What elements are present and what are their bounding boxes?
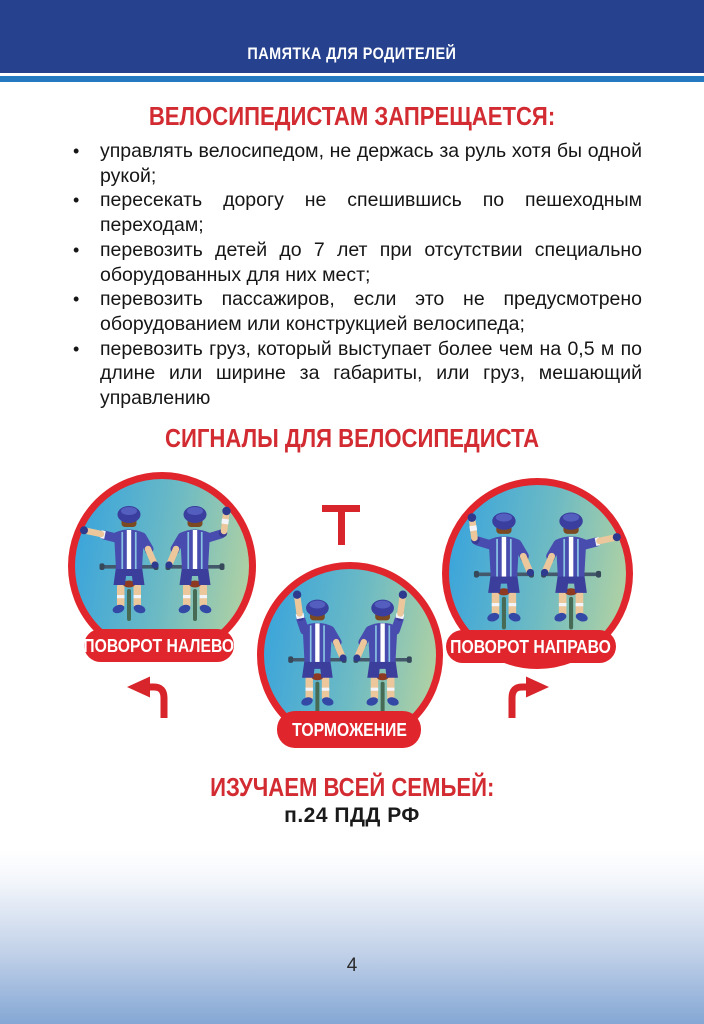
bottom-gradient <box>0 850 704 1024</box>
header-accent-stripe <box>0 76 704 82</box>
left-turn-label-pill: ПОВОРОТ НАЛЕВО <box>84 629 234 662</box>
prohibitions-title: ВЕЛОСИПЕДИСТАМ ЗАПРЕЩАЕТСЯ: <box>148 101 556 131</box>
header-title: ПАМЯТКА ДЛЯ РОДИТЕЛЕЙ <box>247 44 457 63</box>
left-turn-arrow-icon <box>110 666 180 721</box>
header-bar <box>0 0 704 73</box>
braking-label-pill: ТОРМОЖЕНИЕ <box>277 711 421 748</box>
brake-stop-symbol-icon <box>322 505 360 545</box>
prohibitions-list <box>64 139 642 411</box>
right-turn-arrow-icon <box>496 666 566 721</box>
list-item: • перевозить детей до 7 лет при отсутствии специально оборудованных для них мест; <box>64 238 642 287</box>
right-turn-label-pill: ПОВОРОТ НАПРАВО <box>446 630 616 663</box>
list-item: • перевозить груз, который выступает более чем на 0,5 м по длине или ширине за габариты, или груз, мешающий управлению <box>64 337 642 411</box>
cyclists-left-turn-icon <box>75 479 249 653</box>
list-item: • перевозить пассажиров, если это не предусмотрено оборудованием или конструкцией велосипеда; <box>64 287 642 336</box>
page-number: 4 <box>346 955 358 976</box>
list-item: • управлять велосипедом, не держась за руль хотя бы одной рукой; <box>64 139 642 188</box>
rules-reference: п.24 ПДД РФ <box>284 804 420 827</box>
signals-title: СИГНАЛЫ ДЛЯ ВЕЛОСИПЕДИСТА <box>164 423 540 453</box>
list-item: • пересекать дорогу не спешившись по пешеходным переходам; <box>64 188 642 237</box>
study-title: ИЗУЧАЕМ ВСЕЙ СЕМЬЕЙ: <box>209 772 495 802</box>
